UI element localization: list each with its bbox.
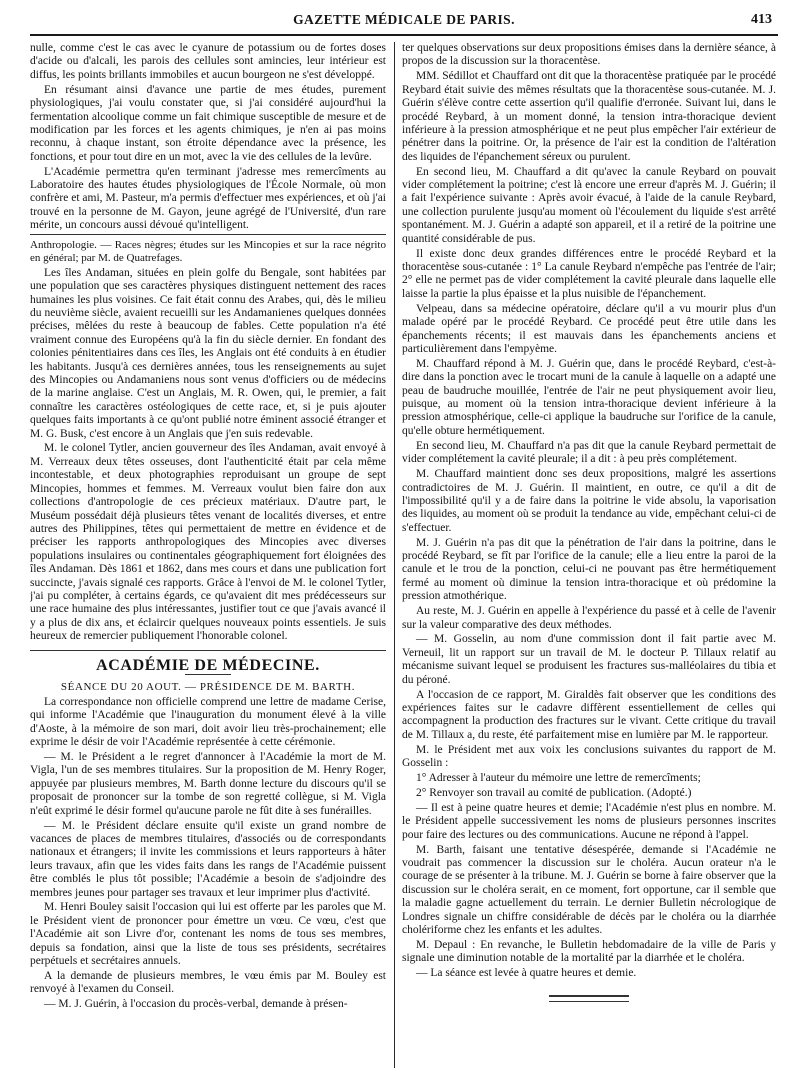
paragraph: La correspondance non officielle comprend une lettre de madame Cerise, qui informe l'Académie que l'inauguration du monument élevé à la ville d'Aoste, à la mémoire de son mari, doit avoir lieu très-prochainement; elle exprime le désir de voir l'Académie représentée à cette cérémonie. xyxy=(30,695,386,749)
academy-title: ACADÉMIE DE MÉDECINE. xyxy=(30,650,386,672)
paragraph: ter quelques observations sur deux propositions émises dans la dernière séance, à propos de la discussion sur la thoracentèse. xyxy=(402,42,776,68)
paragraph: M. Henri Bouley saisit l'occasion qui lui est offerte par les paroles que M. le Président vient de prononcer pour émettre un vœu. Ce vœu, c'est que l'Académie ait son Livre d'or, contenant les noms de tous ses membres, depuis sa fondation, ainsi que la liste de tous ses présidents, secrétaires perpétuels et secrétaires annuels. xyxy=(30,901,386,968)
paragraph: A l'occasion de ce rapport, M. Giraldès fait observer que les conditions des expériences faites sur le cadavre diffèrent essentiellement de celles qui accompagnent la production des fractures sur le vivant. Cette critique du travail de M. Tillaux a, du reste, été parfaitement mise en lumière par M. le rapporteur. xyxy=(402,688,776,741)
paragraph: A la demande de plusieurs membres, le vœu émis par M. Bouley est renvoyé à l'examen du Conseil. xyxy=(30,970,386,996)
session-line: SÉANCE DU 20 AOUT. — PRÉSIDENCE DE M. BARTH. xyxy=(60,680,356,693)
paragraph: MM. Sédillot et Chauffard ont dit que la thoracentèse pratiquée par le procédé Reybard était suivie des mêmes résultats que la thoracentèse sous-cutanée. M. J. Guérin s'élève contre cette assertion qu'il qualifie d'erronée. Suivant lui, dans le procédé Reybard, à un moment donné, la tension intra-thoracique devient inférieure à la pression atmosphérique et ne peut plus empêcher l'air extérieur de pénétrer dans la poitrine. Or, la présence de l'air est la condition de l'altération des liquides de l'épanchement séreux ou purulent. xyxy=(402,70,776,163)
paragraph: En second lieu, M. Chauffard a dit qu'avec la canule Reybard on pouvait vider complétement la poitrine; c'est là encore une erreur d'après M. J. Guérin; il a fait l'expérience suivante : Après avoir évacué, à l'aide de la canule Reybard, une collection purulente jusqu'au moment où l'écoulement du liquide s'est arrêté spontanément. M. J. Guérin a adapté son appareil, et il a retiré de la poitrine une quantité considérable de pus. xyxy=(402,165,776,245)
paragraph: — M. le Président déclare ensuite qu'il existe un grand nombre de vacances de places de membres titulaires, d'associés ou de correspondants nationaux et étrangers; il invite les commissions et leurs rapporteurs à hâter leurs travaux, afin que les vides faits dans les rangs de l'Académie puissent être comblés le plus tôt possible; l'Académie a besoin de s'adjoindre des membres jeunes pour partager ses travaux et leur imprimer plus d'activité. xyxy=(30,819,386,899)
paragraph: Il existe donc deux grandes différences entre le procédé Reybard et la thoracentèse sous-cutanée : 1° La canule Reybard n'empêche pas l'entrée de l'air; 2° elle ne permet pas de vider complétement la cavité pleurale dans laquelle elle laisse la partie la plus épaisse et la plus nuisible de l'épanchement. xyxy=(402,247,776,300)
section-heading-anthropology: Anthropologie. — Races nègres; études sur les Mincopies et sur la race négrito en général; par M. de Quatrefages. xyxy=(30,234,386,265)
paragraph: M. Chauffard répond à M. J. Guérin que, dans le procédé Reybard, c'est-à-dire dans la ponction avec le trocart muni de la canule à laquelle on a adapté une peau de baudruche mouillée, l'entrée de l'air ne peut physiquement avoir lieu, puisque, au moment où la tension intra-thoracique devient inférieure à la pression atmosphérique, celle-ci applique la baudruche sur l'orifice de la canule, qu'elle obture hermétiquement. xyxy=(402,357,776,437)
paragraph: 1° Adresser à l'auteur du mémoire une lettre de remercîments; xyxy=(416,772,701,785)
column-divider xyxy=(394,42,395,1068)
page-header xyxy=(30,6,778,36)
paragraph: L'Académie permettra qu'en terminant j'adresse mes remercîments au Laboratoire des hautes études physiologiques de l'École Normale, où mon confrère et ami, M. Pasteur, m'a permis d'effectuer mes expériences, et où j'ai trouvé en la personne de M. Gayon, jeune agrégé de l'Université, d'un rare mérite, un concours aussi dévoué qu'intelligent. xyxy=(30,165,386,232)
end-ornament xyxy=(549,995,629,1002)
paragraph: M. Chauffard maintient donc ses deux propositions, malgré les assertions contradictoires de M. J. Guérin. Il maintient, en outre, ce qu'il a dit de l'impossibilité qu'il y a de faire dans la poitrine le vide absolu, la vaporisation des liquides, au moment où se produit la tendance au vide, empêchant celui-ci de s'effectuer. xyxy=(402,468,776,534)
paragraph: 2° Renvoyer son travail au comité de publication. (Adopté.) xyxy=(416,786,692,799)
paragraph: M. Barth, faisant une tentative désespérée, demande si l'Académie ne voudrait pas commencer la discussion sur le choléra. Aucun orateur n'a le courage de se présenter à la tribune. M. J. Guérin se borne à faire observer que la discussion sur le choléra serait, en ce moment, fort opportune, car il semble que la maladie gagne actuellement du terrain. Le dernier Bulletin nécrologique de Londres signale un chiffre considérable de décès par le choléra ou la diarrhée cholériforme chez les enfants et les adultes. xyxy=(402,843,776,936)
title-divider xyxy=(185,674,231,675)
paragraph: — La séance est levée à quatre heures et demie. xyxy=(416,967,637,980)
paragraph: Les îles Andaman, situées en plein golfe du Bengale, sont habitées par une population que ses caractères physiques distinguent nettement des races humaines les plus voisines. Ce fait était connu des Arabes, qui, dès le milieu du neuvième siècle, avaient recueilli sur les Andamanienes quelques données précises, mêlées du reste à beaucoup de fables. Cette population n'a été vraiment connue des Européens qu'à la fin du siècle dernier. En fondant des colonies pénitentiaires dans ces îles, les Anglais ont été conduits à en étudier les habitants. Jusqu'à ces dernières années, tous les renseignements au sujet des Mincopies ou Andamaniens nous sont venus d'officiers ou de médecins de la marine anglaise. C'est un Anglais, M. R. Owen, qui, le premier, a fait connaître les caractères ostéologiques de cette race, et, si je puis ajouter quelques faits importants à ce qu'ont publié notre éminent associé étranger et M. G. Busk, c'est encore à un Anglais que j'en suis redevable. xyxy=(30,266,386,440)
running-title: GAZETTE MÉDICALE DE PARIS. xyxy=(293,12,515,27)
paragraph: nulle, comme c'est le cas avec le cyanure de potassium ou de fortes doses d'acide ou d'alcali, les parois des cellules sont amincies, leur intérieur est diffus, les points brillants immobiles et aucun bourgeon ne s'est développé. xyxy=(30,42,386,81)
paragraph: M. le colonel Tytler, ancien gouverneur des îles Andaman, avait envoyé à M. Verreaux deux têtes osseuses, dont l'authenticité était par cela même incontestable, et deux photographies reproduisant un groupe de sept Mincopies, hommes et femmes. M. Verreaux voulut bien faire don aux collections d'antropologie de ces précieux matériaux. D'autre part, le Muséum possédait déjà plusieurs têtes venant de localités diverses, et entre autres des Philippines, têtes qui permettaient de mettre en évidence et de préciser les rapports anthropologiques des Mincopies avec diverses populations insulaires ou continentales géographiquement fort éloignées des îles Andaman. Dès 1861 et 1862, dans mes cours et dans une publication fort succincte, j'avais signalé ces rapports. Grâce à l'envoi de M. le colonel Tytler, j'ai pu compléter, à certains égards, ce qu'avaient dit mes prédécesseurs sur une race humaine des plus intéressantes, justifier tout ce que j'avais avancé il y a plus de dix ans, et éclaircir quelques nouveaux points essentiels. Je suis heureux de remercier publiquement l'honorable colonel. xyxy=(30,442,386,643)
paragraph: En second lieu, M. Chauffard n'a pas dit que la canule Reybard permettait de vider complétement la cavité pleurale; il a dit : à peu près complétement. xyxy=(402,439,776,466)
paragraph: Au reste, M. J. Guérin en appelle à l'expérience du passé et à celle de l'avenir sur la valeur comparative des deux méthodes. xyxy=(402,605,776,631)
paragraph: M. le Président met aux voix les conclusions suivantes du rapport de M. Gosselin : xyxy=(402,743,776,770)
paragraph: — M. le Président a le regret d'annoncer à l'Académie la mort de M. Vigla, l'un de ses membres titulaires. Sur la proposition de M. Henry Roger, appuyée par plusieurs membres, M. Barth donne lecture du discours qu'il se proposait de prononcer sur la tombe de son regretté collègue, si M. Vigla n'eût exprimé le désir formel qu'aucune parole ne fût dite à ses funérailles. xyxy=(30,751,386,817)
page-number: 413 xyxy=(751,12,772,27)
paragraph: M. J. Guérin n'a pas dit que la pénétration de l'air dans la poitrine, dans le procédé Reybard, se fît par l'orifice de la canule; elle a lieu entre la paroi de la canule et le trou de la ponction, celui-ci ne pouvant pas être hermétiquement fermé au moment où diminue la tension intra-thoracique et où prédomine la pression atmothérique. xyxy=(402,536,776,603)
left-column xyxy=(30,42,386,1072)
paragraph: Velpeau, dans sa médecine opératoire, déclare qu'il a vu mourir plus d'un malade opéré par le procédé Reybard. Ce procédé peut être utile dans les épanchements récents; il est mauvais dans les épanchements anciens et particulièrement dans l'empyème. xyxy=(402,302,776,355)
paragraph: — M. J. Guérin, à l'occasion du procès-verbal, demande à présen- xyxy=(44,998,348,1011)
paragraph: M. Depaul : En revanche, le Bulletin hebdomadaire de la ville de Paris y signale une diminution notable de la mortalité par la diarrhée et le choléra. xyxy=(402,938,776,965)
paragraph: En résumant ainsi d'avance une partie de mes études, purement physiologiques, j'ai voulu constater que, si j'ai considéré aujourd'hui la fermentation alcoolique comme un fait chimique susceptible de mesure et de modification par les forces et les agents chimiques, je n'en ai pas moins reconnu, à chaque instant, son étroite dépendance avec la présence, les fonctions, et pour tout dire en un mot, avec la vie des cellules de la levûre. xyxy=(30,83,386,163)
paragraph: — M. Gosselin, au nom d'une commission dont il fait partie avec M. Verneuil, lit un rapport sur un travail de M. le docteur P. Tillaux relatif au mécanisme suivant lequel se produisent les fractures sus-malléolaires du tibia et du péroné. xyxy=(402,633,776,686)
right-column xyxy=(402,42,776,1072)
paragraph: — Il est à peine quatre heures et demie; l'Académie n'est plus en nombre. M. le Président appelle successivement les noms de plusieurs personnes inscrites pour faire des lectures ou des communications. Aucune ne répond à l'appel. xyxy=(402,801,776,841)
